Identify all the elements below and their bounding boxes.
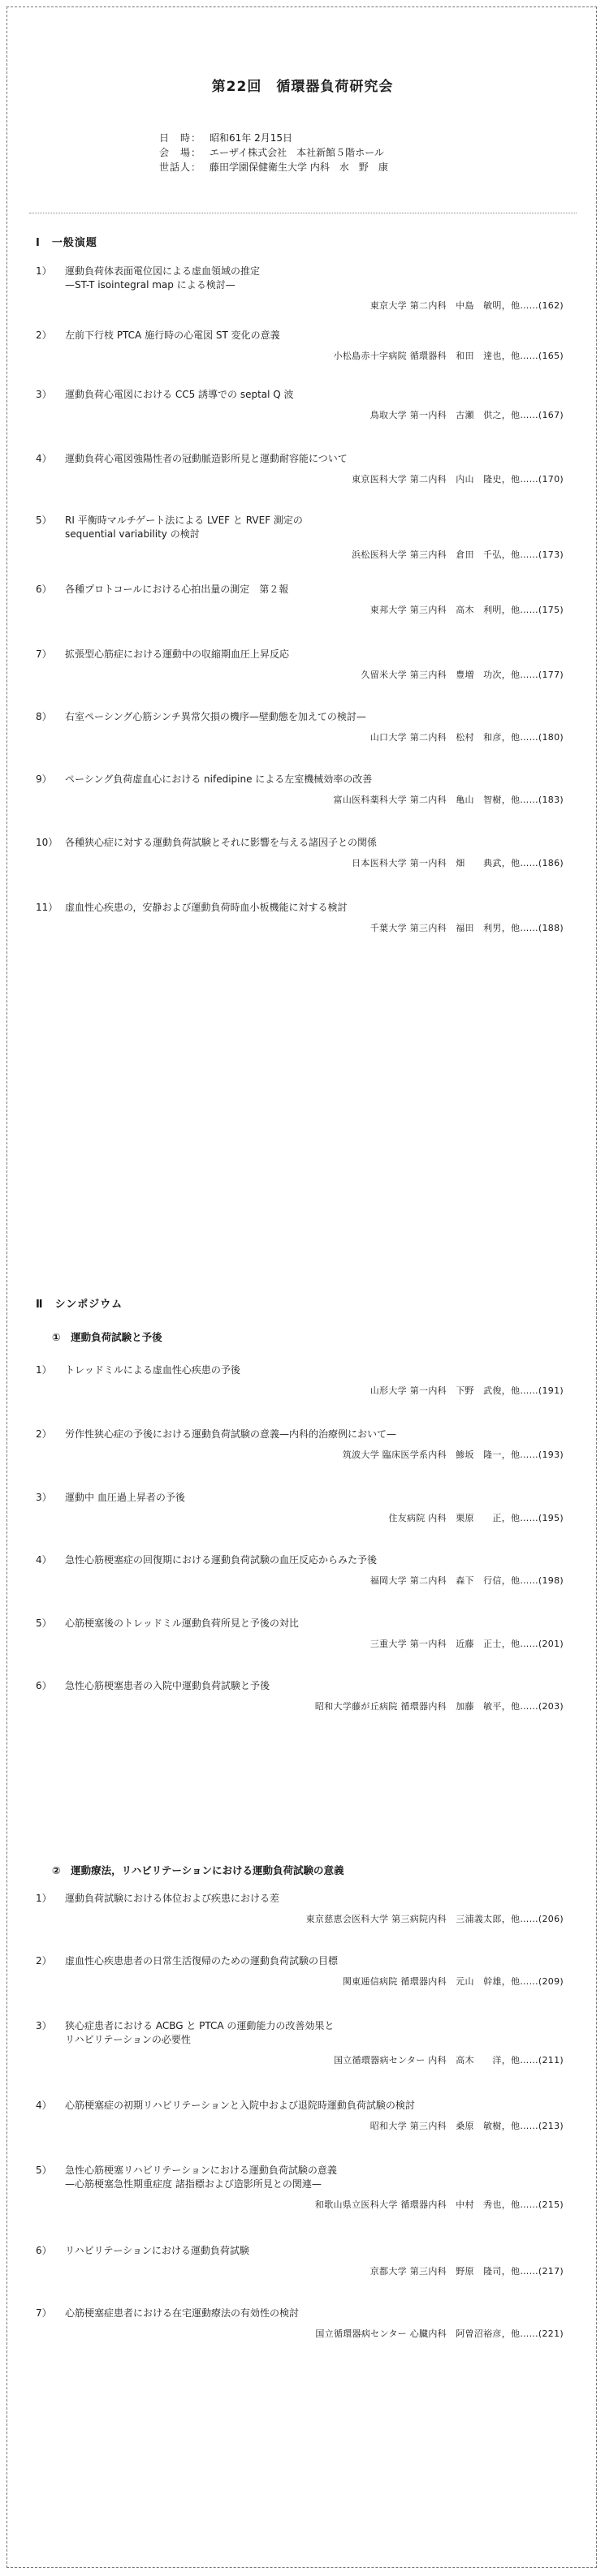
- item-author: 関東逓信病院 循環器内科 元山 幹雄，他……(209): [342, 1976, 564, 1987]
- item-number: 5）: [36, 515, 52, 526]
- subsection-heading: ① 運動負荷試験と予後: [52, 1331, 162, 1343]
- meta-value: 藤田学園保健衛生大学 内科 水 野 康: [210, 162, 388, 173]
- item-title-row: [36, 1892, 564, 1906]
- item-title-row: [36, 1679, 564, 1693]
- program-item: [36, 1617, 564, 1650]
- item-number: 11）: [36, 902, 58, 913]
- item-title-row: [36, 2164, 564, 2178]
- item-title-row: [36, 583, 564, 597]
- program-item: [36, 901, 564, 934]
- item-title: 各種プロトコールにおける心拍出量の測定 第２報: [65, 584, 289, 595]
- item-number: 1）: [36, 1893, 52, 1904]
- item-author: 富山医科薬科大学 第二内科 亀山 智樹，他……(183): [333, 795, 564, 805]
- item-author: 和歌山県立医科大学 循環器内科 中村 秀也，他……(215): [314, 2199, 564, 2210]
- item-number: 2）: [36, 330, 52, 341]
- item-author: 国立循環器病センター 心臓内科 阿曽沼裕彦，他……(221): [315, 2328, 564, 2339]
- meta-value: エーザイ株式会社 本社新館５階ホール: [210, 147, 384, 158]
- item-title: 虚血性心疾患の，安静および運動負荷時血小板機能に対する検討: [65, 902, 348, 913]
- item-number: 6）: [36, 1680, 52, 1691]
- item-title: 心筋梗塞症の初期リハビリテーションと入院中および退院時運動負荷試験の検討: [65, 2100, 415, 2111]
- program-item: [36, 1553, 564, 1587]
- item-title-row: [36, 901, 564, 915]
- item-title-row: [36, 452, 564, 466]
- item-author: 東京大学 第二内科 中島 敏明，他……(162): [369, 300, 564, 311]
- item-author: 鳥取大学 第一内科 古瀬 供之，他……(167): [369, 410, 564, 420]
- item-number: 4）: [36, 1554, 52, 1566]
- item-title: 心筋梗塞症患者における在宅運動療法の有効性の検討: [65, 2307, 300, 2319]
- item-author: 三重大学 第一内科 近藤 正士，他……(201): [369, 1639, 564, 1649]
- item-title: トレッドミルによる虚血性心疾患の予後: [65, 1364, 240, 1376]
- item-title-row: [36, 388, 564, 402]
- item-author: 国立循環器病センター 内科 高木 洋，他……(211): [333, 2055, 564, 2066]
- item-number: 4）: [36, 453, 52, 464]
- item-author: 小松島赤十字病院 循環器科 和田 達也，他……(165): [333, 351, 564, 361]
- item-title: 狭心症患者における ACBG と PTCA の運動能力の改善効果と: [65, 2020, 335, 2031]
- program-item: [36, 1363, 564, 1397]
- item-title-row: [36, 773, 564, 786]
- item-author: 久留米大学 第三内科 豊増 功次，他……(177): [361, 670, 564, 680]
- item-author: 住友病院 内科 栗原 正，他……(195): [388, 1513, 564, 1523]
- meeting-info: [159, 131, 388, 174]
- item-title-row: [36, 2099, 564, 2113]
- meta-label: 日 時：: [159, 132, 202, 144]
- item-subtitle: sequential variability の検討: [65, 528, 200, 540]
- item-number: 9）: [36, 773, 52, 785]
- program-item: [36, 329, 564, 362]
- section-heading: Ⅱ シンポジウム: [36, 1299, 123, 1311]
- subsection-heading: ② 運動療法，リハビリテーションにおける運動負荷試験の意義: [52, 1864, 344, 1876]
- item-title-row: [36, 2307, 564, 2320]
- item-title-row: [36, 2244, 564, 2258]
- item-title-row: [36, 648, 564, 661]
- item-number: 2）: [36, 1955, 52, 1966]
- item-title: RI 平衡時マルチゲート法による LVEF と RVEF 測定の: [65, 515, 303, 526]
- program-item: [36, 2019, 564, 2066]
- item-number: 2）: [36, 1428, 52, 1440]
- item-number: 5）: [36, 2165, 52, 2176]
- item-author: 山口大学 第二内科 松村 和彦，他……(180): [369, 732, 564, 743]
- program-item: [36, 1892, 564, 1925]
- item-title-row: [36, 2019, 564, 2033]
- item-author: 東京慈恵会医科大学 第三病院内科 三浦義太郎，他……(206): [305, 1914, 564, 1924]
- item-number: 3）: [36, 389, 52, 400]
- program-item: [36, 710, 564, 743]
- item-number: 8）: [36, 711, 52, 722]
- item-title-row: [36, 1363, 564, 1377]
- program-item: [36, 2164, 564, 2211]
- item-author: 日本医科大学 第一内科 畑 典武，他……(186): [352, 858, 564, 868]
- section-heading: Ⅰ 一般演題: [36, 237, 97, 249]
- program-item: [36, 1679, 564, 1712]
- program-item: [36, 265, 564, 312]
- item-title-row: [36, 1428, 564, 1441]
- item-author: 東邦大学 第三内科 高木 利明，他……(175): [369, 605, 564, 615]
- item-title: 運動負荷心電図強陽性者の冠動脈造影所見と運動耐容能について: [65, 453, 348, 464]
- item-title: ペーシング負荷虚血心における nifedipine による左室機械効率の改善: [65, 773, 373, 785]
- item-author: 昭和大学藤が丘病院 循環器内科 加藤 敏平，他……(203): [314, 1701, 564, 1712]
- item-author: 東京医科大学 第二内科 内山 隆史，他……(170): [352, 474, 564, 485]
- item-author: 山形大学 第一内科 下野 武俊，他……(191): [369, 1385, 564, 1396]
- program-item: [36, 1491, 564, 1524]
- item-author: 浜松医科大学 第三内科 倉田 千弘，他……(173): [352, 549, 564, 560]
- item-title-row: [36, 514, 564, 528]
- item-author: 昭和大学 第三内科 桑原 敏樹，他……(213): [369, 2121, 564, 2131]
- program-item: [36, 836, 564, 869]
- item-title: 運動中 血圧過上昇者の予後: [65, 1492, 185, 1503]
- item-title-row: [36, 329, 564, 342]
- item-title-row: [36, 1617, 564, 1630]
- item-subtitle: —心筋梗塞急性期重症度 諸指標および造影所見との関連—: [65, 2178, 322, 2190]
- item-title: 右室ペーシング心筋シンチ異常欠損の機序—壁動態を加えての検討—: [65, 711, 366, 722]
- program-item: [36, 648, 564, 681]
- program-item: [36, 1954, 564, 1988]
- item-author: 筑波大学 臨床医学系内科 鯵坂 隆一，他……(193): [342, 1450, 564, 1460]
- item-title-row: [36, 265, 564, 278]
- item-title: 運動負荷体表面電位図による虚血領域の推定: [65, 265, 261, 277]
- item-title: リハビリテーションにおける運動負荷試験: [65, 2245, 249, 2256]
- meta-value: 昭和61年 2月15日: [210, 132, 292, 144]
- item-number: 7）: [36, 648, 52, 660]
- item-number: 5）: [36, 1618, 52, 1629]
- item-title: 急性心筋梗塞リハビリテーションにおける運動負荷試験の意義: [65, 2165, 337, 2176]
- item-title: 各種狭心症に対する運動負荷試験とそれに影響を与える諸因子との関係: [65, 837, 378, 848]
- program-item: [36, 514, 564, 561]
- item-subtitle: リハビリテーションの必要性: [65, 2034, 191, 2045]
- program-item: [36, 2244, 564, 2277]
- program-item: [36, 583, 564, 616]
- program-item: [36, 2307, 564, 2340]
- item-title: 左前下行枝 PTCA 施行時の心電図 ST 変化の意義: [65, 330, 280, 341]
- item-number: 4）: [36, 2100, 52, 2111]
- meta-label: 会 場：: [159, 147, 202, 158]
- item-title-row: [36, 1954, 564, 1968]
- program-item: [36, 452, 564, 485]
- page-title: 第22回 循環器負荷研究会: [211, 79, 394, 95]
- item-author: 千葉大学 第三内科 福田 利男，他……(188): [369, 923, 564, 933]
- item-title: 労作性狭心症の予後における運動負荷試験の意義—内科的治療例において—: [65, 1428, 397, 1440]
- item-author: 福岡大学 第二内科 森下 行信，他……(198): [369, 1575, 564, 1586]
- item-number: 1）: [36, 1364, 52, 1376]
- item-title: 急性心筋梗塞患者の入院中運動負荷試験と予後: [65, 1680, 270, 1691]
- item-number: 3）: [36, 2020, 52, 2031]
- item-title-row: [36, 710, 564, 724]
- item-title: 運動負荷心電図における CC5 誘導での septal Q 波: [65, 389, 294, 400]
- item-title: 運動負荷試験における体位および疾患における差: [65, 1893, 280, 1904]
- item-number: 10）: [36, 837, 58, 848]
- meeting-organizer-row: [159, 160, 388, 174]
- item-title: 心筋梗塞後のトレッドミル運動負荷所見と予後の対比: [65, 1618, 299, 1629]
- program-item: [36, 2099, 564, 2132]
- item-number: 6）: [36, 2245, 52, 2256]
- program-item: [36, 773, 564, 806]
- item-title: 虚血性心疾患患者の日常生活復帰のための運動負荷試験の目標: [65, 1955, 339, 1966]
- item-author: 京都大学 第三内科 野原 隆司，他……(217): [369, 2266, 564, 2277]
- item-title: 急性心筋梗塞症の回復期における運動負荷試験の血圧反応からみた予後: [65, 1554, 378, 1566]
- item-subtitle: —ST-T isointegral map による検討—: [65, 279, 236, 291]
- program-item: [36, 1428, 564, 1461]
- meeting-date-row: [159, 131, 388, 145]
- item-number: 7）: [36, 2307, 52, 2319]
- meeting-venue-row: [159, 145, 388, 160]
- item-title: 拡張型心筋症における運動中の収縮期血圧上昇反応: [65, 648, 290, 660]
- item-number: 6）: [36, 584, 52, 595]
- item-number: 3）: [36, 1492, 52, 1503]
- item-number: 1）: [36, 265, 52, 277]
- item-title-row: [36, 1553, 564, 1567]
- program-item: [36, 388, 564, 421]
- item-title-row: [36, 1491, 564, 1505]
- meta-label: 世話人：: [159, 162, 202, 173]
- item-title-row: [36, 836, 564, 850]
